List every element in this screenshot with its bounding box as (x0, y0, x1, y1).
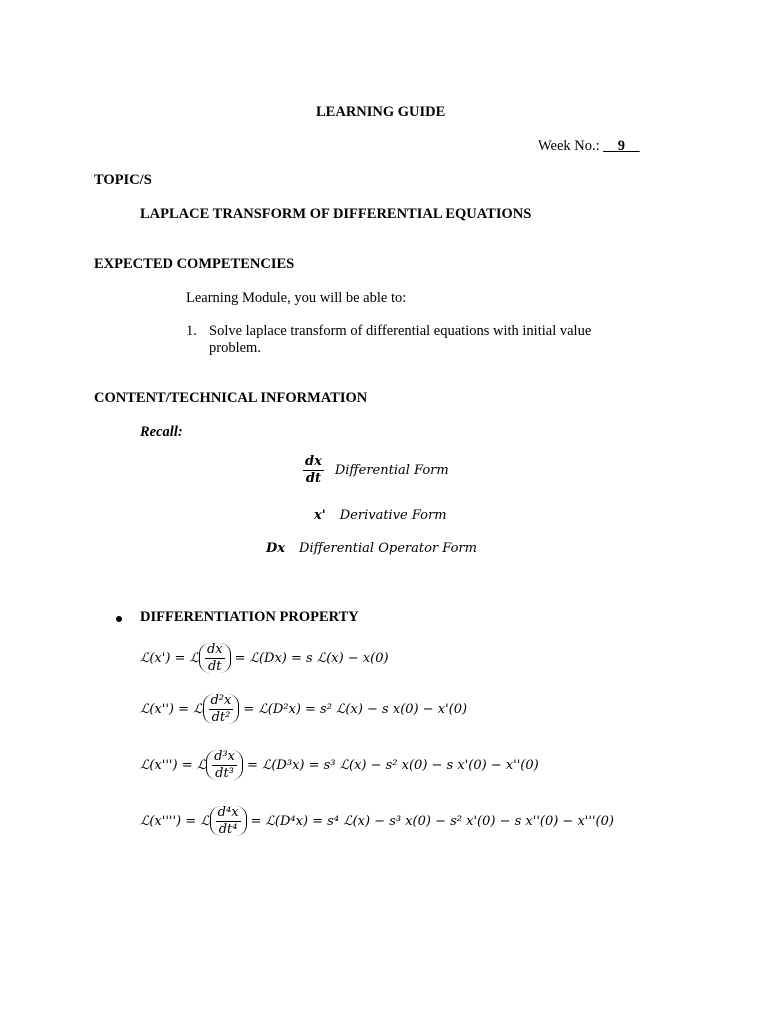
week-number (538, 138, 640, 155)
property-heading: DIFFERENTIATION PROPERTY (140, 609, 359, 625)
equation-lhs: ℒ(x'') = ℒ (140, 701, 203, 717)
equation-lhs: ℒ(x') = ℒ (140, 650, 199, 666)
competency-item-line1: Solve laplace transform of differential equations with initial value (209, 323, 592, 339)
week-label: Week No.: (538, 138, 604, 154)
differential-form-label: Differential Form (334, 462, 449, 478)
equation-lhs: ℒ(x'''') = ℒ (140, 813, 210, 829)
differential-form-row (302, 455, 449, 485)
derivative-form-label: Derivative Form (339, 508, 447, 523)
equation-rhs: = ℒ(Dx) = s ℒ(x) − x(0) (234, 650, 389, 666)
fraction-denominator: dt (305, 470, 321, 486)
topic-text: LAPLACE TRANSFORM OF DIFFERENTIAL EQUATIONS (140, 206, 532, 222)
bullet-icon (116, 616, 122, 622)
equation-fraction (212, 750, 237, 780)
week-value: __9__ (603, 138, 640, 154)
equation-third-derivative (140, 750, 539, 780)
equation-fraction (205, 643, 225, 673)
equation-lhs: ℒ(x''') = ℒ (140, 757, 207, 773)
fraction-numerator: d³x (214, 749, 235, 764)
competencies-intro: Learning Module, you will be able to: (186, 290, 407, 306)
equation-second-derivative (140, 694, 467, 724)
equation-rhs: = ℒ(D²x) = s² ℒ(x) − s x(0) − x'(0) (243, 701, 468, 717)
competency-item-number: 1. (186, 323, 197, 339)
document-title: LEARNING GUIDE (316, 104, 446, 120)
competency-item-line2: problem. (209, 340, 261, 356)
equation-rhs: = ℒ(D³x) = s³ ℒ(x) − s² x(0) − s x'(0) − x''(0) (246, 757, 539, 773)
fraction-numerator: dx (305, 454, 322, 469)
derivative-form-row (314, 508, 447, 523)
content-heading: CONTENT/TECHNICAL INFORMATION (94, 390, 368, 406)
operator-form-row (266, 541, 477, 556)
equation-paren (199, 643, 231, 673)
competencies-heading: EXPECTED COMPETENCIES (94, 256, 295, 272)
derivative-symbol: x' (314, 508, 326, 523)
topic-heading: TOPIC/S (94, 172, 152, 188)
fraction-denominator: dt (207, 658, 222, 674)
recall-label: Recall: (140, 424, 183, 440)
fraction-denominator: dt² (211, 709, 231, 725)
fraction-numerator: d²x (210, 693, 232, 708)
operator-form-label: Differential Operator Form (299, 541, 477, 556)
equation-rhs: = ℒ(D⁴x) = s⁴ ℒ(x) − s³ x(0) − s² x'(0) − s x''(0) − x'''(0) (250, 813, 614, 829)
equation-paren (210, 806, 247, 836)
equation-first-derivative (140, 643, 389, 673)
equation-fraction (216, 806, 241, 836)
operator-symbol: Dx (266, 541, 286, 556)
fraction-numerator: dx (206, 642, 223, 657)
equation-paren (206, 750, 243, 780)
dx-dt-fraction (303, 455, 324, 485)
equation-fraction (209, 694, 234, 724)
fraction-numerator: d⁴x (217, 805, 239, 820)
equation-fourth-derivative (140, 806, 614, 836)
equation-paren (203, 694, 240, 724)
fraction-denominator: dt⁴ (218, 821, 238, 837)
fraction-denominator: dt³ (215, 765, 234, 781)
